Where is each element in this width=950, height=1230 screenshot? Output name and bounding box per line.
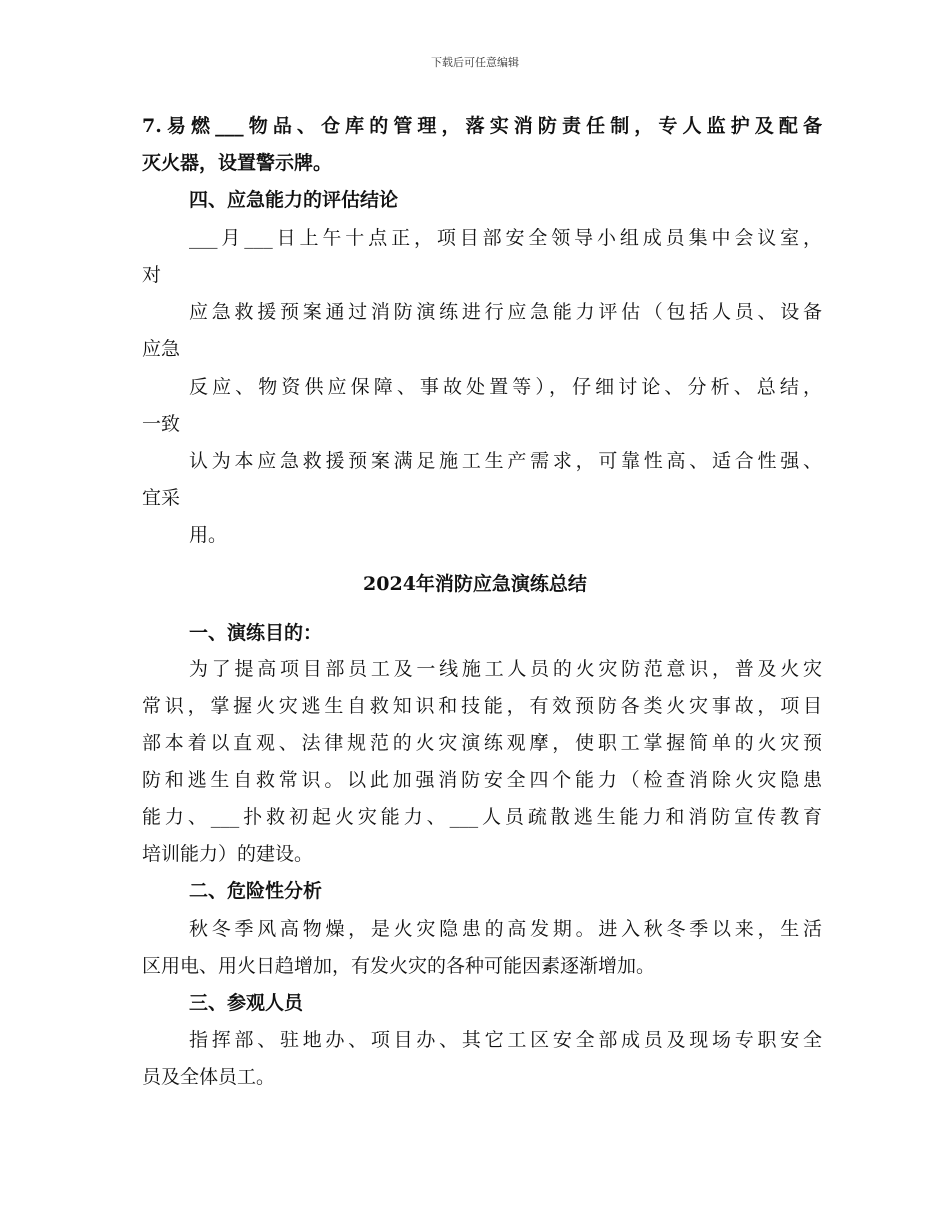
- p7-line2: 灭火器，设置警示牌。: [142, 152, 333, 174]
- section4-line: 对: [142, 264, 162, 286]
- s2-line: 区用电、用火日趋增加，有发火灾的各种可能因素逐渐增加。: [142, 955, 656, 977]
- p7-line1: 7.易燃___物品、仓库的管理，落实消防责任制，专人监护及配备: [142, 115, 822, 137]
- s1-heading: 一、演练目的：: [189, 622, 323, 644]
- s1-line: 防和逃生自救常识。以此加强消防安全四个能力（检查消除火灾隐患: [142, 769, 822, 791]
- section4-line: 用。: [189, 524, 228, 546]
- s3-line: 员及全体员工。: [142, 1066, 276, 1088]
- page-header: 下载后可任意编辑: [431, 56, 519, 69]
- summary-title: 2024年消防应急演练总结: [363, 573, 587, 595]
- section4-line: 一致: [142, 413, 181, 435]
- section4-line: 反应、物资供应保障、事故处置等），仔细讨论、分析、总结，: [189, 376, 822, 398]
- section4-line: ___月___日上午十点正，项目部安全领导小组成员集中会议室，: [189, 227, 822, 249]
- section4-line: 宜采: [142, 487, 181, 509]
- s3-heading: 三、参观人员: [189, 992, 304, 1014]
- s3-line: 指挥部、驻地办、项目办、其它工区安全部成员及现场专职安全: [189, 1029, 822, 1051]
- s1-line: 为了提高项目部员工及一线施工人员的火灾防范意识，普及火灾: [189, 658, 822, 680]
- s2-heading: 二、危险性分析: [189, 880, 323, 902]
- s1-line: 部本着以直观、法律规范的火灾演练观摩，使职工掌握简单的火灾预: [142, 732, 822, 754]
- section4-line: 应急救援预案通过消防演练进行应急能力评估（包括人员、设备: [189, 301, 822, 323]
- s1-line: 常识，掌握火灾逃生自救知识和技能，有效预防各类火灾事故，项目: [142, 695, 822, 717]
- section4-line: 认为本应急救援预案满足施工生产需求，可靠性高、适合性强、: [189, 450, 822, 472]
- section4-heading: 四、应急能力的评估结论: [189, 189, 399, 211]
- section4-line: 应急: [142, 338, 181, 360]
- s2-line: 秋冬季风高物燥，是火灾隐患的高发期。进入秋冬季以来，生活: [189, 918, 822, 940]
- s1-line: 培训能力）的建设。: [142, 843, 314, 865]
- s1-line: 能力、___扑救初起火灾能力、___人员疏散逃生能力和消防宣传教育: [142, 806, 822, 828]
